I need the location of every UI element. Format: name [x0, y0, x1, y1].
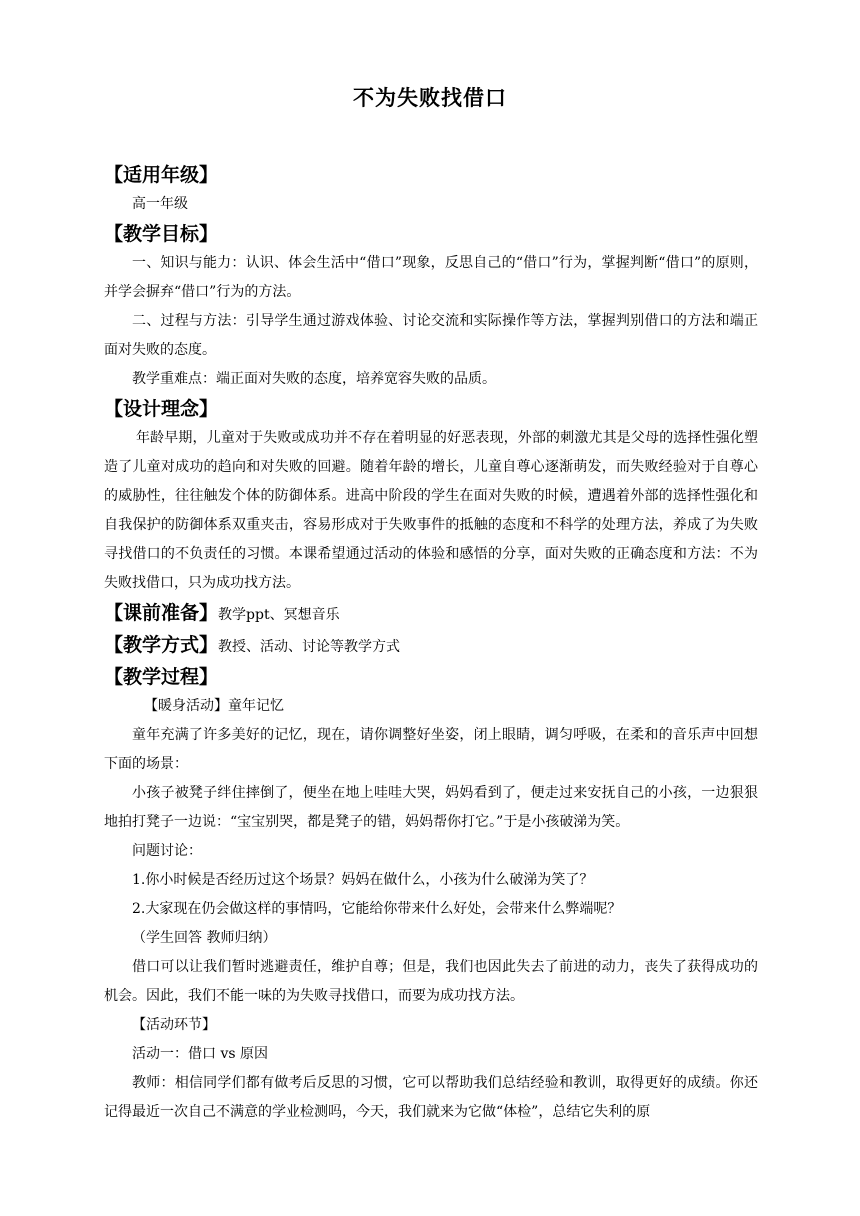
answer-note: （学生回答 教师归纳）: [132, 930, 277, 946]
section-heading-goals: 【教学目标】: [104, 223, 219, 245]
process-paragraph-2: 小孩子被凳子绊住摔倒了，便坐在地上哇哇大哭，妈妈看到了，便走过来安抚自己的小孩，一边狠狠地拍打凳子一边说：“宝宝别哭，都是凳子的错，妈妈帮你打它。”于是小孩破涕为笑。: [104, 785, 758, 830]
goals-paragraph-2: 二、过程与方法：引导学生通过游戏体验、讨论交流和实际操作等方法，掌握判别借口的方法和端正面对失败的态度。: [104, 313, 758, 358]
process-paragraph-4: 教师：相信同学们都有做考后反思的习惯，它可以帮助我们总结经验和教训，取得更好的成绩。你还记得最近一次自己不满意的学业检测吗，今天，我们就来为它做“体检”，总结它失利的原: [104, 1075, 758, 1120]
grade-text: 高一年级: [132, 196, 188, 212]
question-1: 1.你小时候是否经历过这个场景？妈妈在做什么，小孩为什么破涕为笑了？: [132, 872, 594, 888]
section-prep: [104, 598, 758, 630]
document-body: [104, 160, 758, 1127]
section-heading-concept: 【设计理念】: [104, 398, 219, 420]
warmup-title: 【暖身活动】童年记忆: [144, 698, 284, 714]
section-heading-grade: 【适用年级】: [104, 164, 219, 186]
activity-title: 【活动环节】: [132, 1017, 216, 1033]
goals-key-points: 教学重难点：端正面对失败的态度，培养宽容失败的品质。: [132, 371, 496, 387]
question-2: 2.大家现在仍会做这样的事情吗，它能给你带来什么好处，会带来什么弊端呢？: [132, 901, 622, 917]
process-paragraph-1: 童年充满了许多美好的记忆，现在，请你调整好坐姿，闭上眼睛，调匀呼吸，在柔和的音乐声中回想下面的场景：: [104, 727, 758, 772]
section-heading-process: 【教学过程】: [104, 666, 219, 688]
document-title: 不为失败找借口: [353, 86, 507, 110]
discussion-label: 问题讨论：: [132, 843, 202, 859]
goals-paragraph-1: 一、知识与能力：认识、体会生活中“借口”现象，反思自己的“借口”行为，掌握判断“借口”的原则，并学会摒弃“借口”行为的方法。: [104, 255, 758, 300]
concept-paragraph: 年龄早期，儿童对于失败或成功并不存在着明显的好恶表现，外部的刺激尤其是父母的选择性强化塑造了儿童对成功的趋向和对失败的回避。随着年龄的增长，儿童自尊心逐渐萌发，而失败经验对于自尊心的威胁性，往往触发个体的防御体系。进高中阶段的学生在面对失败的时候，遭遇着外部的选择性强化和自我保护的防御体系双重夹击，容易形成对于失败事件的抵触的态度和不科学的处理方法，养成了为失败寻找借口的不负责任的习惯。本课希望通过活动的体验和感悟的分享，面对失败的正确态度和方法：不为失败找借口，只为成功找方法。: [104, 430, 758, 591]
prep-text: 教学ppt、冥想音乐: [218, 607, 340, 623]
section-heading-method: 【教学方式】: [104, 634, 219, 656]
method-text: 教授、活动、讨论等教学方式: [218, 639, 401, 655]
activity-1-title: 活动一：借口 vs 原因: [132, 1046, 268, 1062]
process-paragraph-3: 借口可以让我们暂时逃避责任，维护自尊；但是，我们也因此失去了前进的动力，丧失了获得成功的机会。因此，我们不能一味的为失败寻找借口，而要为成功找方法。: [104, 959, 758, 1004]
section-method: [104, 630, 758, 662]
section-heading-prep: 【课前准备】: [104, 602, 219, 624]
